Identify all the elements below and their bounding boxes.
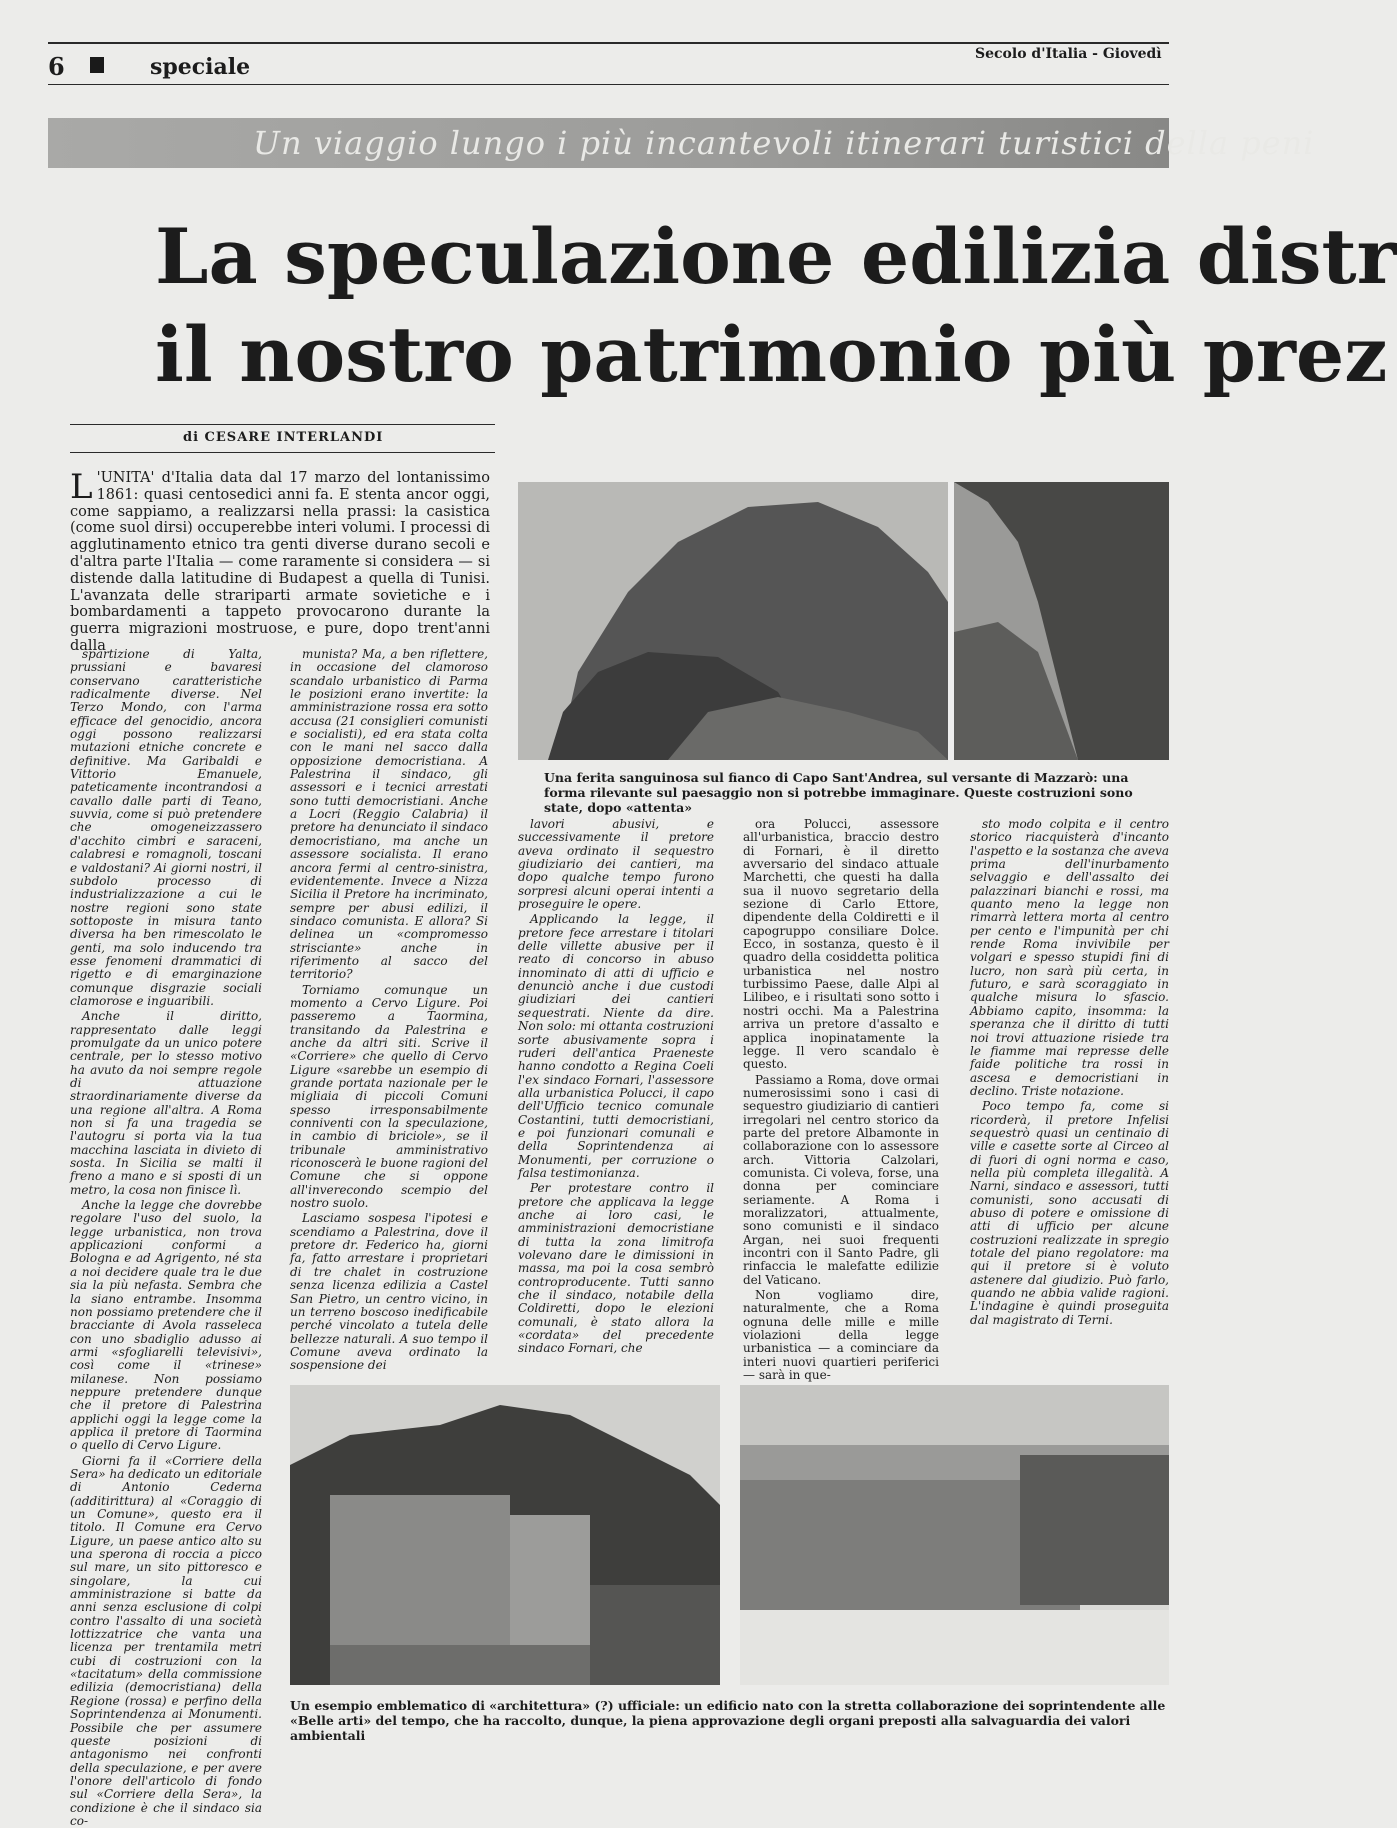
header-rule-bottom bbox=[48, 84, 1169, 85]
photo-building-right bbox=[740, 1385, 1169, 1685]
photo-top-caption: Una ferita sanguinosa sul fianco di Capo Sant'Andrea, sul versante di Mazzarò: una forma rilevante sul paesaggio non si potrebbe immaginare. Queste costruzioni sono state, dopo «attenta» bbox=[544, 770, 1133, 815]
photo-capo-santandrea-image bbox=[518, 482, 1169, 760]
column-1 bbox=[70, 647, 262, 1828]
photo-building-right-image bbox=[740, 1385, 1169, 1685]
paragraph: lavori abusivi, e successivamente il pretore aveva ordinato il sequestro giudiziario dei cantieri, ma dopo qualche tempo furono sorpresi alcuni operai intenti a proseguire le opere. bbox=[518, 817, 714, 912]
paragraph: spartizione di Yalta, prussiani e bavaresi conservano caratteristiche radicalmente diverse. Nel Terzo Mondo, con l'arma efficace del genocidio, ancora oggi possono realizzarsi mutazioni etniche concrete e definitive. Ma Garibaldi e Vittorio Emanuele, pateticamente incontrandosi a cavallo dalle parti di Teano, suvvia, come si può pretendere che omogeneizzassero d'acchito cimbri e saraceni, calabresi e romagnoli, toscani e valdostani? Ai giorni nostri, il subdolo processo di industrializzazione a cui le nostre regioni sono state sottoposte in misura tanto diversa ha ben rimescolato le genti, ma solo inducendo tra esse fenomeni drammatici di rigetto e di emarginazione comunque disgrazie sociali clamorose e inguaribili. bbox=[70, 647, 262, 1008]
kicker-text: Un viaggio lungo i più incantevoli itinerari turistici della peni bbox=[253, 124, 1315, 162]
byline: di CESARE INTERLANDI bbox=[183, 430, 384, 445]
column-2 bbox=[290, 648, 488, 1390]
lead-paragraph bbox=[70, 467, 490, 654]
photo-building-left bbox=[290, 1385, 720, 1685]
section-square-icon bbox=[90, 57, 104, 73]
column-5 bbox=[970, 818, 1169, 1328]
paragraph: sto modo colpita e il centro storico riacquisterà d'incanto l'aspetto e la sostanza che aveva prima dell'inurbamento selvaggio e dell'assalto dei palazzinari bianchi e rossi, ma quanto meno la legge non rimarrà lettera morta al centro per cento e l'impunità per chi rende Roma invivibile per volgari e spesso stupidi fini di lucro, non sarà più certa, in futuro, e sarà scoraggiato in qualche misura lo sfascio. Abbiamo capito, insomma: la speranza che il diritto di tutti noi trovi attuazione risiede tra le fiamme mai represse delle faide politiche tra rossi in ascesa e democristiani in declino. Triste notazione. bbox=[970, 817, 1169, 1098]
paragraph: Anche il diritto, rappresentato dalle leggi promulgate da un unico potere centrale, per lo stesso motivo ha avuto da noi sempre regole di attuazione straordinariamente diverse da una regione all'altra. A Roma non si fa una tragedia se l'autogru si porta via la tua macchina lasciata in divieto di sosta. In Sicilia se malti il freno a mano e si sposti di un metro, la cosa non finisce lì. bbox=[70, 1009, 262, 1197]
lead-text: 'UNITA' d'Italia data dal 17 marzo del lontanissimo 1861: quasi centosedici anni fa. E stenta ancor oggi, come sappiamo, a realizzarsi nella prassi: la casistica (come suol dirsi) occuperebbe interi volumi. I processi di agglutinamento etnico tra genti diverse durano secoli e d'altra parte l'Italia — come raramente si considera — si distende dalla latitudine di Budapest a quella di Tunisi. L'avanzata delle strariparti armate sovietiche e i bombardamenti a tappeto provocarono durante la guerra migrazioni mostruose, e pure, dopo trent'anni dalla bbox=[70, 470, 490, 654]
drop-cap: L bbox=[70, 467, 93, 507]
paragraph: Per protestare contro il pretore che applicava la legge anche ai loro casi, le amministrazioni democristiane di tutta la zona limitrofa volevano dare le dimissioni in massa, ma poi la cosa sembrò controproducente. Tutti sanno che il sindaco, notabile della Coldiretti, dopo le elezioni comunali, è stato allora la «cordata» del precedente sindaco Fornari, che bbox=[518, 1181, 714, 1356]
paragraph: ora Polucci, assessore all'urbanistica, braccio destro di Fornari, è il diretto avversario del sindaco attuale Marchetti, che questi ha dalla sua il nuovo segretario della sezione di Carlo Ettore, dipendente della Coldiretti e il capogruppo consiliare Dolce. Ecco, in sostanza, questo è il quadro della cosiddetta politica urbanistica nel nostro turbissimo Paese, dalle Alpi al Lilibeo, e i risultati sono sotto i nostri occhi. Ma a Palestrina arriva un pretore d'assalto e applica inopinatamente la legge. Il vero scandalo è questo. bbox=[743, 817, 939, 1072]
photo-bottom-caption: Un esempio emblematico di «architettura» (?) ufficiale: un edificio nato con la stretta collaborazione dei soprintendente alle «Belle arti» del tempo, che ha raccolto, dunque, la piena approvazione degli organi preposti alla salvaguardia dei valori ambientali bbox=[290, 1698, 1166, 1743]
section-label: speciale bbox=[150, 54, 251, 80]
photo-building-left-image bbox=[290, 1385, 720, 1685]
page-number: 6 bbox=[48, 52, 65, 81]
header-rule-top bbox=[48, 42, 1169, 44]
paragraph: Giorni fa il «Corriere della Sera» ha dedicato un editoriale di Antonio Cederna (additirittura) al «Coraggio di un Comune», questo era il titolo. Il Comune era Cervo Ligure, un paese antico alto su una sperona di roccia a picco sul mare, un sito pittoresco e singolare, la cui amministrazione si batte da anni senza esclusione di colpi contro l'assalto di una società lottizzatrice che vanta una licenza per trentamila metri cubi di costruzioni con la «tacitatum» della commissione edilizia (democristiana) della Regione (rossa) e perfino della Soprintendenza ai Monumenti. Possibile che per assumere queste posizioni di antagonismo nei confronti della speculazione, e per avere l'onore dell'articolo di fondo sul «Corriere della Sera», la condizione è che il sindaco sia co- bbox=[70, 1453, 262, 1828]
paragraph: Non vogliamo dire, naturalmente, che a Roma ognuna delle mille e mille violazioni della legge urbanistica — a cominciare da interi nuovi quartieri periferici — sarà in que- bbox=[743, 1288, 939, 1383]
photo-capo-santandrea bbox=[518, 482, 1169, 760]
paragraph: Applicando la legge, il pretore fece arrestare i titolari delle villette abusive per il reato di concorso in abuso innominato di atti di ufficio e denunciò anche i due custodi giudiziari dei cantieri sequestrati. Niente da dire. Non solo: mi ottanta costruzioni sorte abusivamente sopra i ruderi dell'antica Praeneste hanno condotto a Regina Coeli l'ex sindaco Fornari, l'assessore alla urbanistica Polucci, il capo dell'Ufficio tecnico comunale Costantini, tutti democristiani, e poi funzionari comunali e della Soprintendenza ai Monumenti, per corruzione o falsa testimonianza. bbox=[518, 912, 714, 1180]
paragraph: Torniamo comunque un momento a Cervo Ligure. Poi passeremo a Taormina, transitando da Palestrina e anche da altri siti. Scrive il «Corriere» che quello di Cervo Ligure «sarebbe un esempio di grande portata nazionale per le migliaia di piccoli Comuni spesso irresponsabilmente conniventi con la speculazione, in cambio di briciole», se il tribunale amministrativo riconoscerà le buone ragioni del Comune che si oppone all'inverecondo scempio del nostro suolo. bbox=[290, 982, 488, 1211]
masthead: Secolo d'Italia - Giovedì bbox=[975, 46, 1162, 62]
column-3 bbox=[518, 817, 714, 1356]
paragraph: Anche la legge che dovrebbe regolare l'uso del suolo, la legge urbanistica, non trova applicazioni conformi a Bologna e ad Agrigento, né sta a noi decidere quale tra le due sia la più nefasta. Sembra che la siano entrambe. Insomma non possiamo pretendere che il bracciante di Avola rasseleca con uno sbadiglio adusso ai armi «sfogliarelli televisivi», così come il «trinese» milanese. Non possiamo neppure pretendere dunque che il pretore di Palestrina applichi oggi la legge come la applica il pretore di Taormina o quello di Cervo Ligure. bbox=[70, 1198, 262, 1453]
paragraph: Passiamo a Roma, dove ormai numerosissimi sono i casi di sequestro giudiziario di cantieri irregolari nel centro storico da parte del pretore Albamonte in collaborazione con lo assessore arch. Vittoria Calzolari, comunista. Ci voleva, forse, una donna per cominciare seriamente. A Roma i moralizzatori, attualmente, sono comunisti e il sindaco Argan, nei suoi frequenti incontri con il Santo Padre, gli rinfaccia le malefatte edilizie del Vaticano. bbox=[743, 1072, 939, 1287]
headline-line-2: il nostro patrimonio più prez bbox=[155, 310, 1388, 399]
paragraph: munista? Ma, a ben riflettere, in occasione del clamoroso scandalo urbanistico di Parma le posizioni erano invertite: la amministrazione rossa era sotto accusa (21 consiglieri comunisti e socialisti), ed era stata colta con le mani nel sacco dalla opposizione democristiana. A Palestrina il sindaco, gli assessori e i tecnici arrestati sono tutti democristiani. Anche a Locri (Reggio Calabria) il pretore ha denunciato il sindaco democristiano, ma anche un assessore socialista. Il erano ancora fermi al centro-sinistra, evidentemente. Invece a Nizza Sicilia il Pretore ha incriminato, sempre per abusi edilizi, il sindaco comunista. E allora? Si delinea un «compromesso strisciante» anche in riferimento al sacco del territorio? bbox=[290, 647, 488, 982]
column-4 bbox=[743, 817, 939, 1383]
kicker-banner bbox=[48, 118, 1315, 168]
headline-line-1: La speculazione edilizia distr bbox=[155, 212, 1397, 301]
byline-rule-bottom bbox=[70, 452, 495, 453]
paragraph: Lasciamo sospesa l'ipotesi e scendiamo a Palestrina, dove il pretore dr. Federico ha, giorni fa, fatto arrestare i proprietari di tre chalet in costruzione senza licenza edilizia a Castel San Pietro, un centro vicino, in un terreno boscoso inedificabile perché vincolato a tutela delle bellezze naturali. A suo tempo il Comune aveva ordinato la sospensione dei bbox=[290, 1211, 488, 1373]
byline-rule-top bbox=[70, 424, 495, 425]
paragraph: Poco tempo fa, come si ricorderà, il pretore Infelisi sequestrò quasi un centinaio di ville e casette sorte al Circeo al di fuori di ogni norma e caso, nella più completa illegalità. A Narni, sindaco e assessori, tutti comunisti, sono accusati di abuso di potere e omissione di atti di ufficio per alcune costruzioni realizzate in spregio totale del piano regolatore: ma qui il pretore si è voluto astenere dal giudizio. Può farlo, quando ne abbia valide ragioni. L'indagine è quindi proseguita dal magistrato di Terni. bbox=[970, 1099, 1169, 1327]
